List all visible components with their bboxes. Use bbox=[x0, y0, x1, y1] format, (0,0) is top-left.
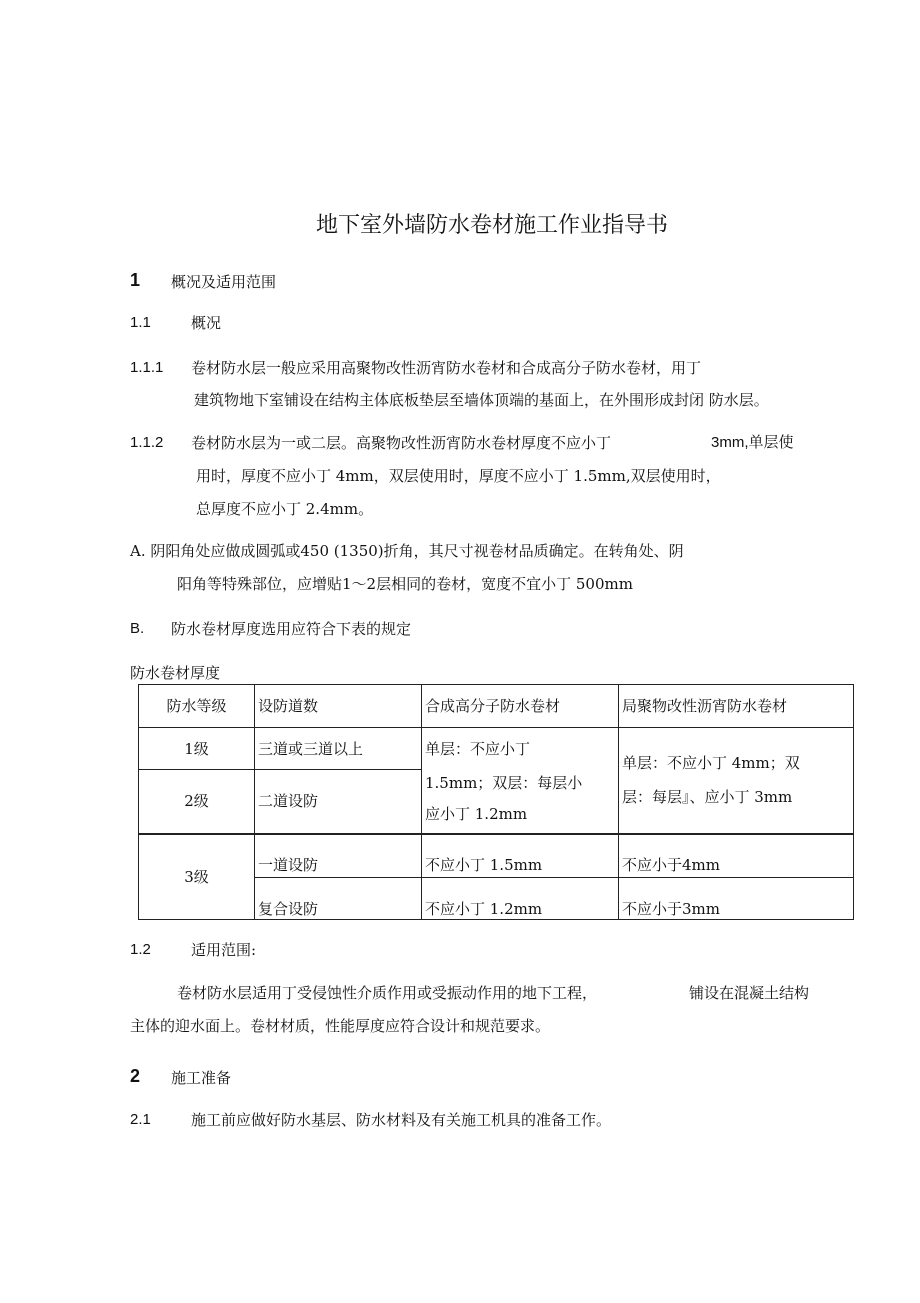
section-2-1-number: 2.1 bbox=[130, 1111, 151, 1128]
table-caption: 防水卷材厚度 bbox=[130, 664, 221, 682]
cell-line: 应小丁 1.2mm bbox=[425, 805, 528, 823]
section-2-number: 2 bbox=[130, 1066, 141, 1086]
item-b-label: B. bbox=[130, 620, 145, 637]
table-header-cell: 防水等级 bbox=[139, 685, 255, 728]
cell-line: 单层：不应小丁 4mm；双 bbox=[622, 754, 800, 773]
para-1-1-2-line3: 总厚度不应小丁 2.4mm。 bbox=[196, 500, 374, 518]
section-1-1-heading: 概况 bbox=[191, 314, 222, 332]
cell-line: 单层：不应小丁 bbox=[425, 740, 531, 758]
para-1-1-2-line2: 用时，厚度不应小丁 4mm，双层使用时，厚度不应小丁 1.5mm,双层使用时， bbox=[196, 467, 721, 485]
section-1-1-number: 1.1 bbox=[130, 314, 151, 331]
cell-line: 层：每层』、应小丁 3mm bbox=[622, 788, 793, 807]
table-row bbox=[139, 834, 854, 878]
table-row bbox=[139, 728, 854, 770]
page-title: 地下室外墙防水卷材施工作业指导书 bbox=[315, 213, 668, 238]
table-cell-merged bbox=[619, 728, 854, 834]
cell-line: 1.5mm；双层：每层小 bbox=[425, 774, 583, 792]
table-cell-merged: 3级 bbox=[139, 834, 255, 920]
para-1-1-2-number: 1.1.2 bbox=[130, 434, 164, 451]
table-header-row bbox=[139, 685, 854, 728]
section-1-2-heading: 适用范围: bbox=[191, 941, 257, 959]
para-1-1-1-line1: 卷材防水层一般应采用高聚物改性沥宵防水卷材和合成高分子防水卷材，用丁 bbox=[191, 359, 702, 377]
item-b-text: 防水卷材厚度选用应符合下表的规定 bbox=[171, 620, 412, 638]
table-cell: 三道或三道以上 bbox=[255, 728, 422, 770]
thickness-table bbox=[138, 684, 854, 920]
para-1-1-2-line1-end: 3mm,单层使 bbox=[711, 434, 794, 451]
section-1-2-number: 1.2 bbox=[130, 941, 151, 958]
table-cell: 不应小丁 1.5mm bbox=[422, 834, 619, 878]
section-1-2-line2: 主体的迎水面上。卷材材质，性能厚度应符合设计和规范要求。 bbox=[130, 1017, 551, 1035]
table-header-cell: 设防道数 bbox=[255, 685, 422, 728]
table-cell: 2级 bbox=[139, 770, 255, 834]
table-header-cell: 局聚物改性沥宵防水卷材 bbox=[619, 685, 854, 728]
section-2-1-text: 施工前应做好防水基层、防水材料及有关施工机具的准备工作。 bbox=[191, 1111, 612, 1129]
table-cell: 不应小丁 1.2mm bbox=[422, 878, 619, 920]
item-a-line2: 阳角等特殊部位，应增贴1〜2层相同的卷材，宽度不宜小丁 500mm bbox=[177, 575, 633, 593]
section-1-number: 1 bbox=[130, 270, 141, 290]
section-1-2-line1b: 铺设在混凝土结构 bbox=[689, 984, 810, 1002]
table-cell-merged bbox=[422, 728, 619, 834]
section-1-2-line1a: 卷材防水层适用丁受侵蚀性介质作用或受振动作用的地下工程， bbox=[177, 984, 598, 1002]
para-1-1-1-number: 1.1.1 bbox=[130, 359, 164, 376]
item-a-line1: A. 阴阳角处应做成圆弧或450 (1350)折角，其尺寸视卷材品质确定。在转角处、阴 bbox=[130, 542, 684, 560]
para-1-1-1-line2: 建筑物地下室铺设在结构主体底板垫层至墙体顶端的基面上，在外围形成封闭 防水层。 bbox=[194, 391, 769, 409]
table-cell: 1级 bbox=[139, 728, 255, 770]
table-cell: 二道设防 bbox=[255, 770, 422, 834]
section-2-heading: 施工准备 bbox=[171, 1069, 232, 1087]
section-1-heading: 概况及适用范围 bbox=[171, 273, 277, 291]
table-cell: 不应小于4mm bbox=[619, 834, 854, 878]
table-cell: 不应小于3mm bbox=[619, 878, 854, 920]
table-cell: 一道设防 bbox=[255, 834, 422, 878]
table-cell: 复合设防 bbox=[255, 878, 422, 920]
para-1-1-2-line1: 卷材防水层为一或二层。高聚物改性沥宵防水卷材厚度不应小丁 bbox=[191, 434, 612, 452]
table-header-cell: 合成高分子防水卷材 bbox=[422, 685, 619, 728]
